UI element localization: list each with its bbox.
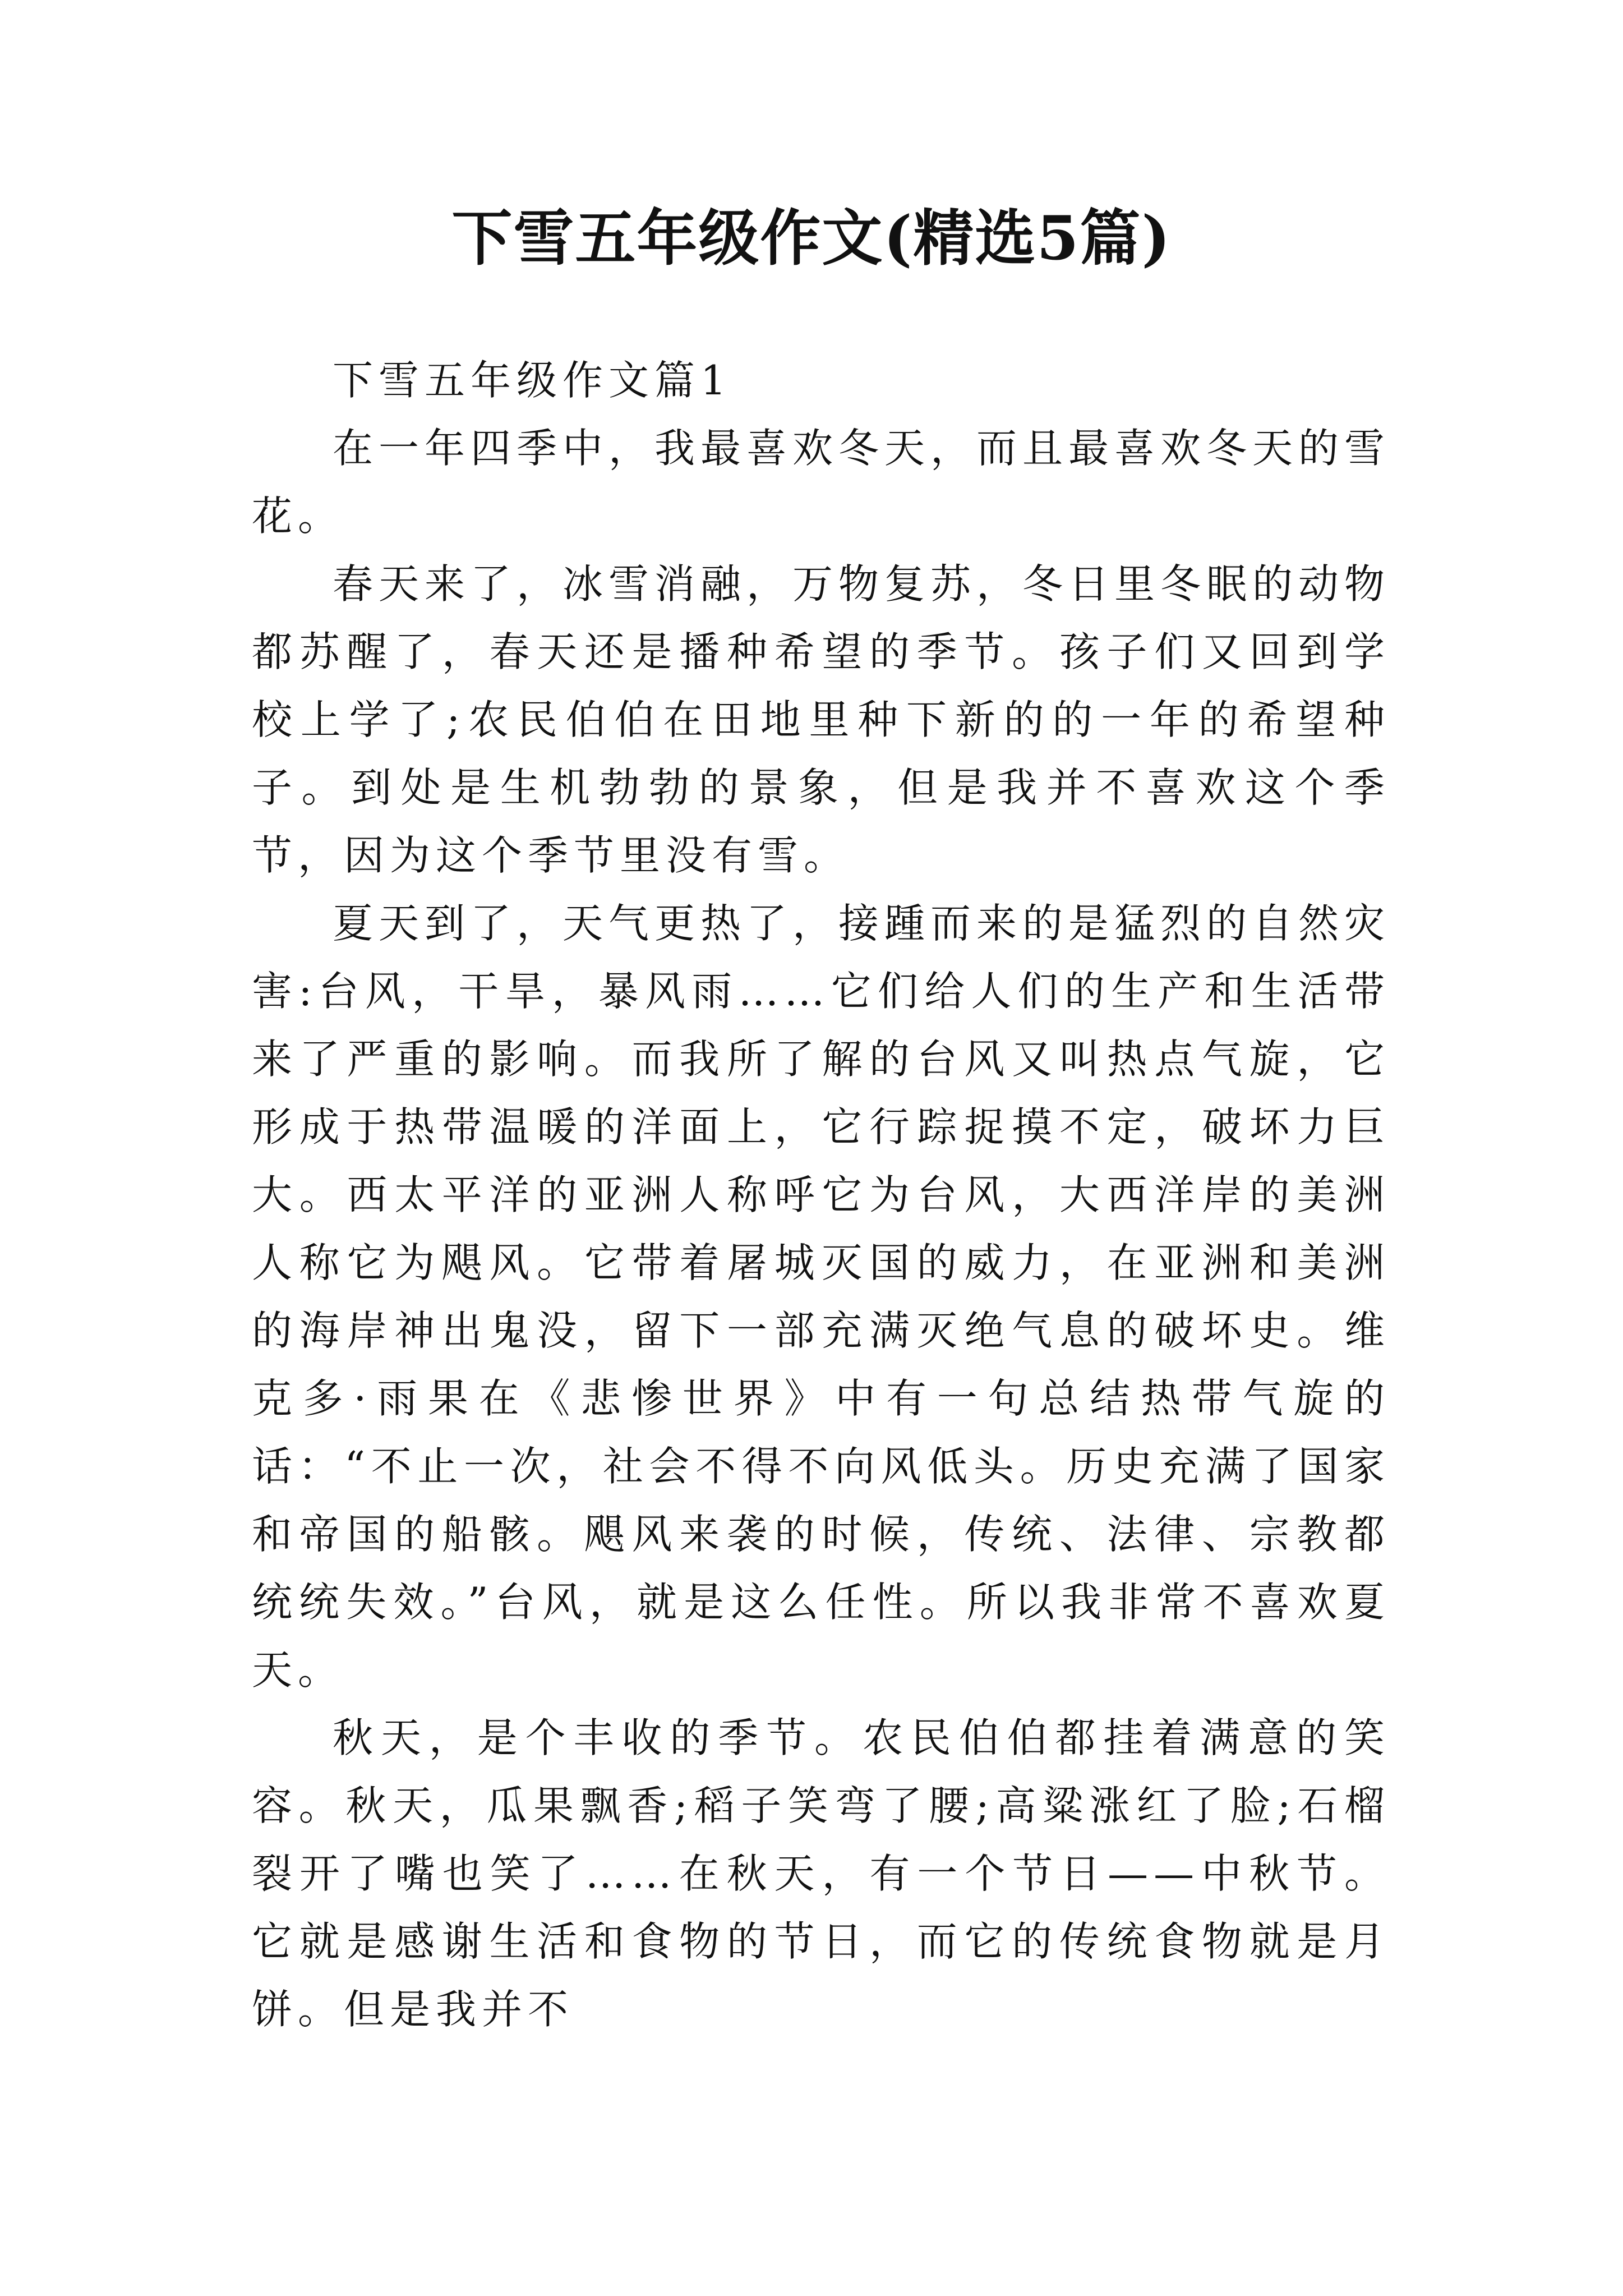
paragraph: 秋天，是个丰收的季节。农民伯伯都挂着满意的笑容。秋天，瓜果飘香;稻子笑弯了腰;高粱涨红了脸;石榴裂开了嘴也笑了……在秋天，有一个节日——中秋节。它就是感谢生活和食物的节日，而它的传统食物就是月饼。但是我并不 xyxy=(252,1714,1390,2033)
section-heading: 下雪五年级作文篇1 xyxy=(333,357,732,404)
document-body xyxy=(252,347,1390,2044)
paragraph: 夏天到了，天气更热了，接踵而来的是猛烈的自然灾害:台风，干旱，暴风雨……它们给人们的生产和生活带来了严重的影响。而我所了解的台风又叫热点气旋，它形成于热带温暖的洋面上，它行踪捉摸不定，破坏力巨大。西太平洋的亚洲人称呼它为台风，大西洋岸的美洲人称它为飓风。它带着屠城灭国的威力，在亚洲和美洲的海岸神出鬼没，留下一部充满灭绝气息的破坏史。维克多·雨果在《悲惨世界》中有一句总结热带气旋的话：“不止一次，社会不得不向风低头。历史充满了国家和帝国的船骸。飓风来袭的时候，传统、法律、宗教都统统失效。”台风，就是这么任性。所以我非常不喜欢夏天。 xyxy=(252,900,1391,1694)
paragraph: 春天来了，冰雪消融，万物复苏，冬日里冬眠的动物都苏醒了，春天还是播种希望的季节。孩子们又回到学校上学了;农民伯伯在田地里种下新的的一年的希望种子。到处是生机勃勃的景象，但是我并不喜欢这个季节，因为这个季节里没有雪。 xyxy=(252,560,1391,879)
paragraph: 在一年四季中，我最喜欢冬天，而且最喜欢冬天的雪花。 xyxy=(252,425,1391,540)
document-title: 下雪五年级作文(精选5篇) xyxy=(451,203,1172,274)
